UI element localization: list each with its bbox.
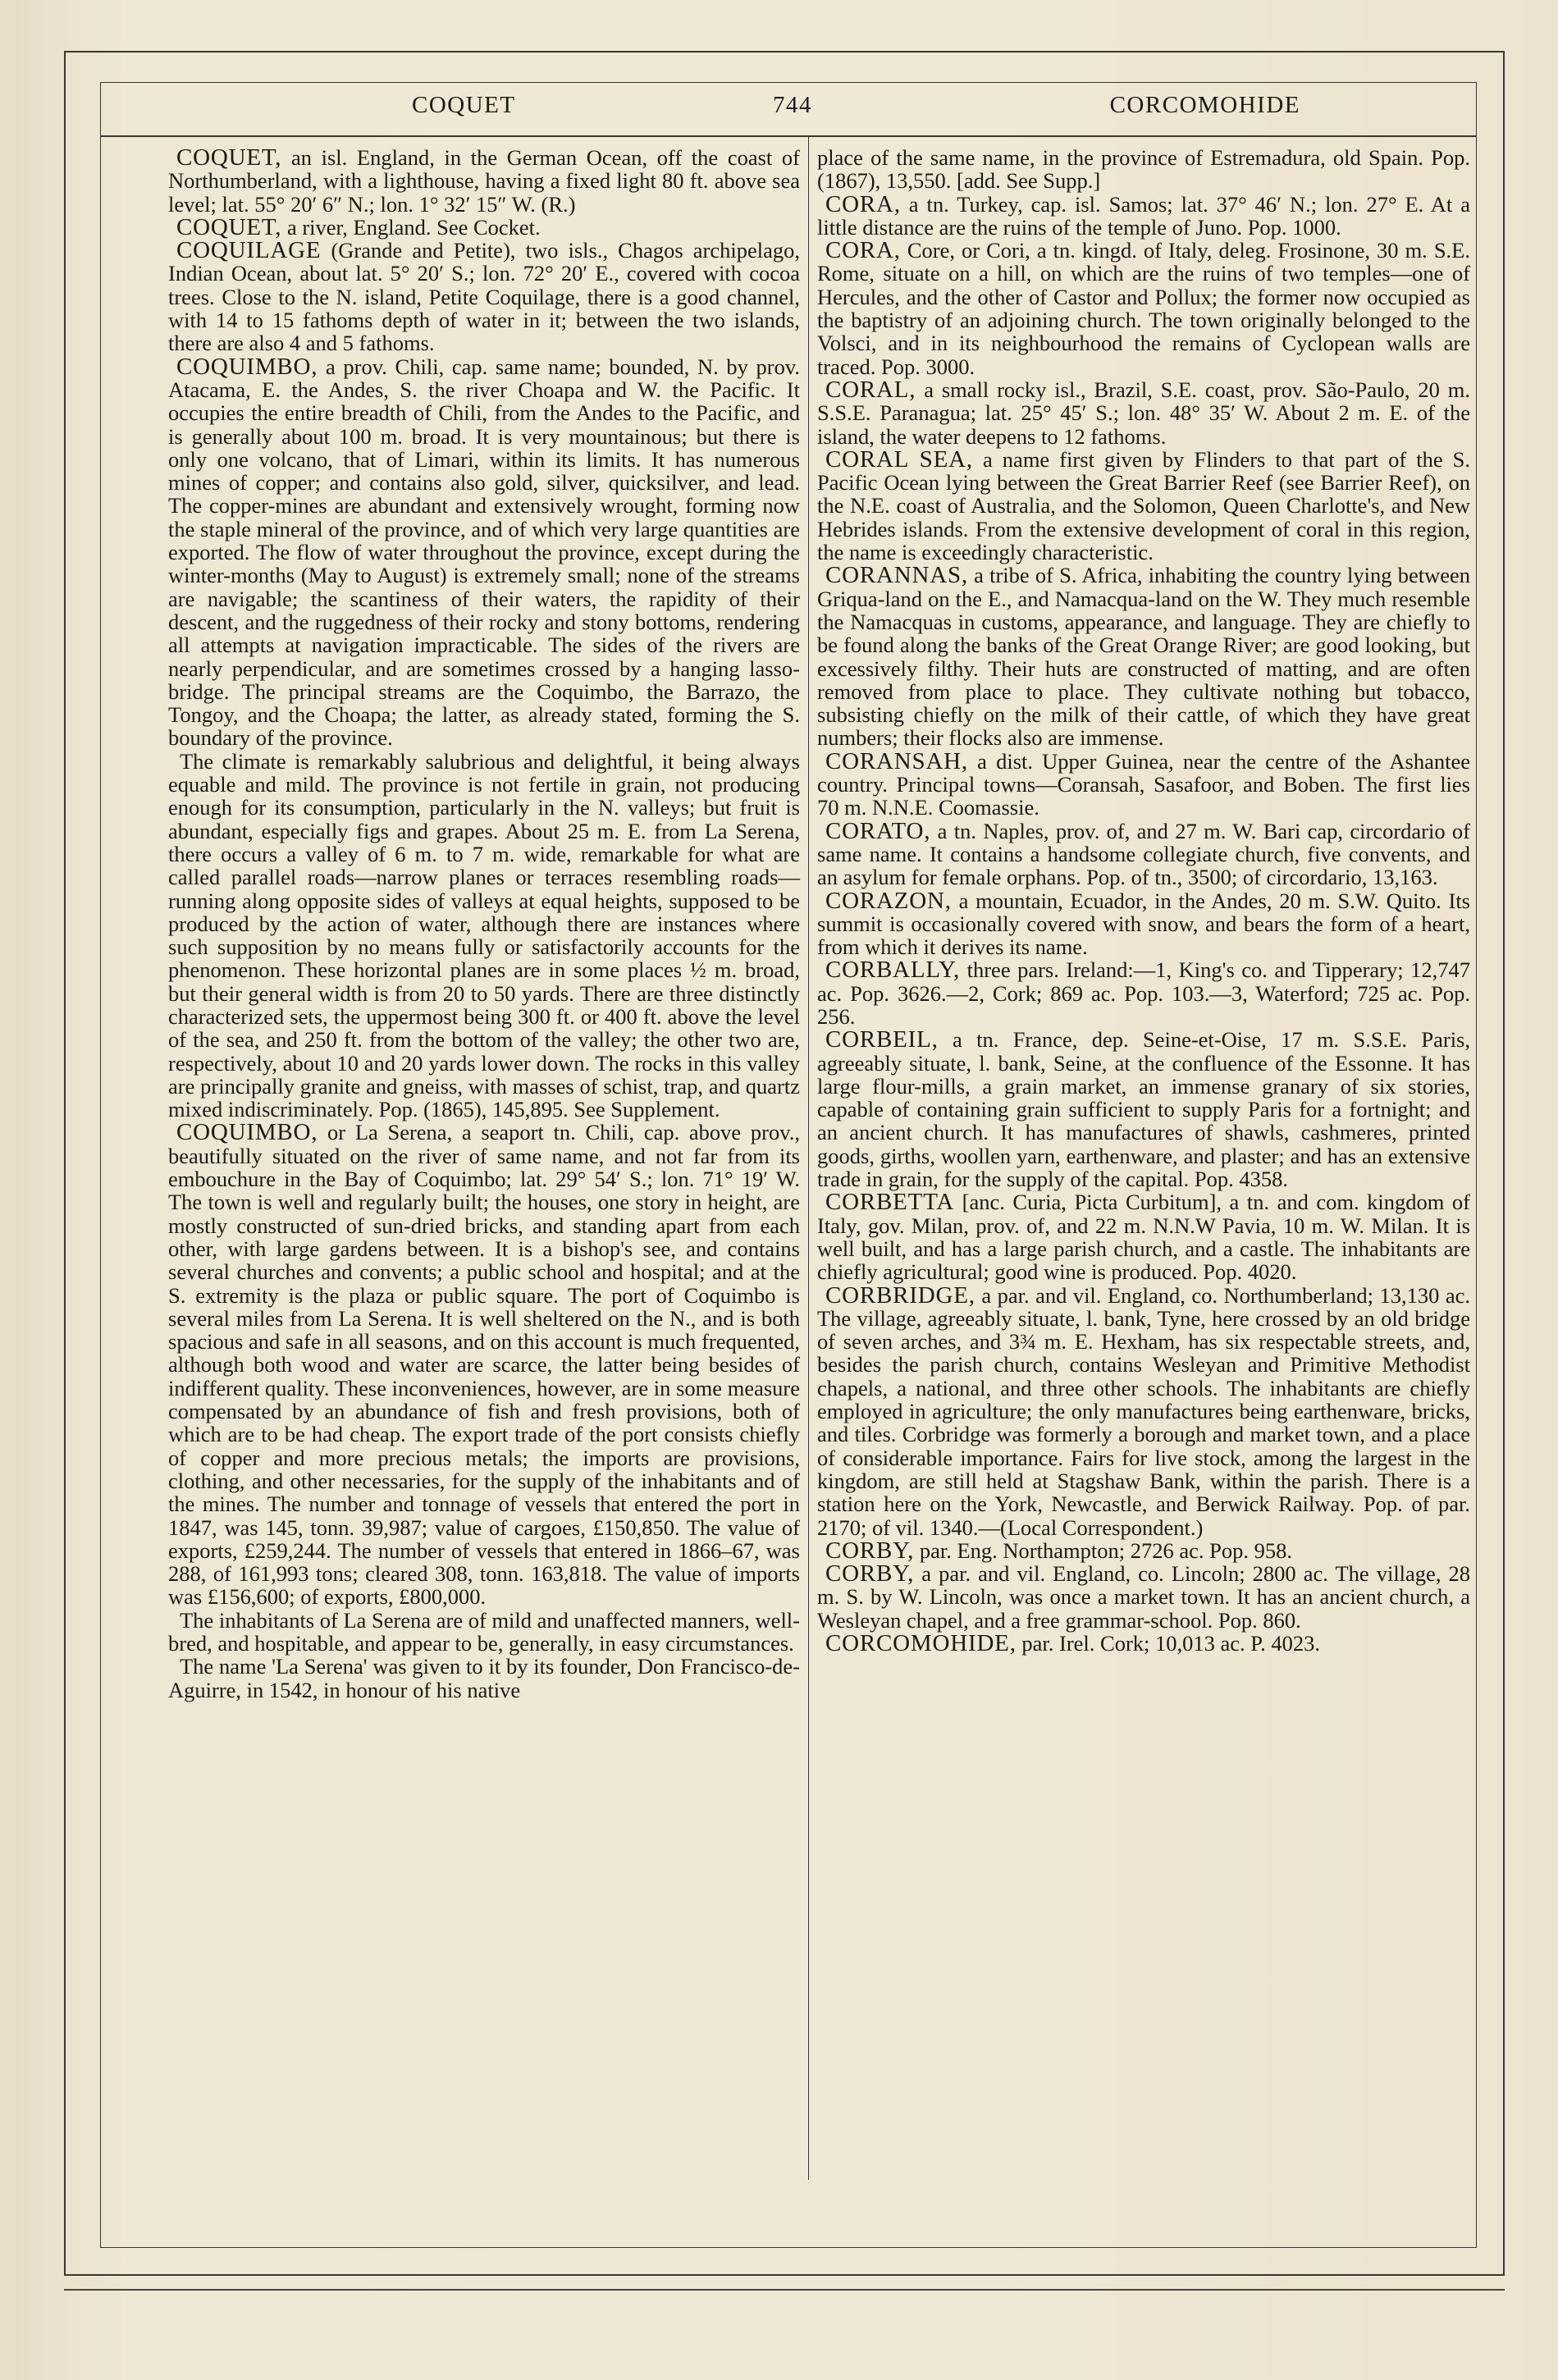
entry-paragraph: The name 'La Serena' was given to it by its founder, Don Francisco-de-Aguirre, in 1542, in honour of his native (168, 1654, 800, 1702)
entry-coral (817, 378, 1470, 448)
entry-text: or La Serena, a seaport tn. Chili, cap. above prov., beautifully situated on the river of same name, and not far from its embouchure in the Bay of Coquimbo; lat. 29° 54′ S.; lon. 71° 19′ W. The town is well and regularly built; the houses, one story in height, are mostly constructed of sun-dried bricks, and standing apart from each other, with large gardens between. It is a bishop's see, and contains several churches and convents; a public school and hospital; and at the S. extremity is the plaza or public square. The port of Coquimbo is several miles from La Serena. It is well sheltered on the N., and is both spacious and safe in all seasons, and on this account is much frequented, although both wood and water are scarce, the latter being besides of indifferent quality. These inconveniences, however, are in some measure compensated by an abundance of fish and fresh provisions, both of which are to be had cheap. The export trade of the port consists chiefly of copper and more precious metals; the imports are provisions, clothing, and other necessaries, for the supply of the inhabitants and of the mines. The number and tonnage of vessels that entered the port in 1847, was 145, tonn. 39,987; value of cargoes, £150,850. The value of exports, £259,244. The number of vessels that entered in 1866–67, was 288, of 161,993 tons; cleared 308, tonn. 163,818. The value of imports was £156,600; of exports, £800,000. (168, 1120, 800, 1610)
entry-headword: COQUET, (176, 144, 282, 171)
column-divider (808, 137, 809, 2180)
entry-text: [anc. Curia, Picta Curbitum], a tn. and com. kingdom of Italy, gov. Milan, prov. of, and 22 m. N.N.W Pavia, 10 m. W. Milan. It is well built, and has a large parish church, and a castle. The inhabitants are chiefly agricultural; good wine is produced. Pop. 4020. (817, 1190, 1470, 1285)
entry-headword: CORAL SEA, (825, 445, 973, 473)
page-number: 744 (773, 92, 812, 118)
entry-headword: CORAZON, (825, 887, 952, 914)
entry-text: an isl. England, in the German Ocean, off the coast of Northumberland, with a lighthouse, having a fixed light 80 ft. above sea level; lat. 55° 20′ 6″ N.; lon. 1° 32′ 15″ W. (R.) (168, 145, 800, 217)
entry-corbeil (817, 1028, 1470, 1190)
entry-corbetta (817, 1190, 1470, 1283)
entry-headword: CORANNAS, (825, 562, 968, 589)
entry-text: par. Eng. Northampton; 2726 ac. Pop. 958. (914, 1537, 1292, 1563)
entry-text: a dist. Upper Guinea, near the centre of the Ashantee country. Principal towns—Coransah, Sasafoor, and Boben. The first lies 70 m. N.N.E. Coomassie. (817, 748, 1470, 820)
entry-corby-lincoln (817, 1562, 1470, 1632)
entry-corato (817, 817, 1470, 890)
entry-corby-northampton (817, 1539, 1470, 1562)
entry-text: a tribe of S. Africa, inhabiting the country lying between Griqua-land on the E., and Namacqua-land on the W. They much resemble the Namacquas in customs, appearance, and language. They are chiefly to be found along the banks of the Great Orange River; are good looking, but excessively filthy. Their huts are constructed of matting, and are often removed from place to place. They cultivate nothing but tobacco, subsisting chiefly on the milk of their cattle, of which they have great numbers; their flocks also are immense. (817, 563, 1470, 751)
entry-coral-sea (817, 445, 1471, 565)
entry-paragraph: The climate is remarkably salubrious and delightful, it being always equable and mild. The province is not fertile in grain, not producing enough for its consumption, particularly in the N. valleys; but fruit is abundant, especially figs and grapes. About 25 m. E. from La Serena, there occurs a valley of 6 m. to 7 m. wide, remarkable for what are called parallel roads—narrow planes or terraces resembling roads—running along opposite sides of valleys at equal heights, supposed to be produced by the action of water, although there are instances where such supposition by no means fully or satisfactorily accounts for the phenomenon. These horizontal planes are in some places ½ m. broad, but their general width is from 20 to 50 yards. There are three distinctly characterized sets, the uppermost being 300 ft. or 400 ft. above the level of the sea, and 250 ft. from the bottom of the valley; the other two are, respectively, about 10 and 20 yards lower down. The rocks in this valley are principally granite and gneiss, with masses of schist, trap, and quartz mixed indiscriminately. Pop. (1865), 145,895. See Supplement. (168, 748, 800, 1122)
entry-cora-italy (817, 239, 1470, 378)
entry-text: a tn. Turkey, cap. isl. Samos; lat. 37° 46′ N.; lon. 27° E. At a little distance are the ruins of the temple of Juno. Pop. 1000. (817, 191, 1470, 240)
entry-headword: CORBALLY, (825, 957, 961, 984)
entry-continuation: place of the same name, in the province of Estremadura, old Spain. Pop. (1867), 13,550. [add. See Supp.] (817, 145, 1470, 194)
right-column (817, 146, 1470, 1655)
entry-coquimbo-town (168, 1121, 800, 1608)
entry-headword: CORBRIDGE, (825, 1281, 975, 1309)
entry-headword: CORCOMOHIDE, (825, 1630, 1017, 1656)
entry-headword: COQUIMBO, (176, 353, 318, 380)
entry-headword: CORA, (825, 190, 901, 217)
entry-headword: CORBEIL, (825, 1026, 939, 1053)
entry-headword: CORBY, (825, 1560, 915, 1587)
entry-headword: COQUILAGE (176, 237, 322, 264)
entry-headword: CORBETTA (825, 1189, 955, 1216)
entry-text: a mountain, Ecuador, in the Andes, 20 m. S.W. Quito. Its summit is occasionally covered with snow, and bears the form of a heart, from which it derives its name. (817, 888, 1470, 960)
header-rule (100, 135, 1477, 137)
header-first-entry: COQUET (412, 92, 516, 118)
entry-headword: CORANSAH, (825, 747, 968, 774)
entry-coransah (817, 747, 1470, 820)
running-header (100, 92, 1477, 138)
entry-corbally (817, 958, 1470, 1028)
entry-text: Core, or Cori, a tn. kingd. of Italy, deleg. Frosinone, 30 m. S.E. Rome, situate on a hill, on which are the ruins of two temples—one of Hercules, and the other of Castor and Pollux; the former now occupied as the baptistry of an adjoining church. The town originally belonged to the Volsci, and in its neighbourhood the remains of Cyclopean walls are traced. Pop. 3000. (817, 238, 1470, 379)
entry-headword: COQUET, (176, 213, 282, 240)
entry-text: a small rocky isl., Brazil, S.E. coast, prov. São-Paulo, 20 m. S.S.E. Paranagua; lat. 25° 45′ S.; lon. 48° 35′ W. About 2 m. E. of the island, the water deepens to 12 fathoms. (817, 377, 1470, 449)
entry-text: a prov. Chili, cap. same name; bounded, N. by prov. Atacama, E. the Andes, S. the river Choapa and W. the Pacific. It occupies the entire breadth of Chili, from the Andes to the Pacific, and is generally about 100 m. broad. It is very mountainous; but there is only one volcano, that of Limari, within its limits. It has numerous mines of copper; and contains also gold, silver, quicksilver, and lead. The copper-mines are abundant and extensively wrought, forming now the staple mineral of the province, and of which very large quantities are exported. The flow of water throughout the province, except during the winter-months (May to August) is extremely small; none of the streams are navigable; the scantiness of their waters, the rapidity of their descent, and the ruggedness of their rocky and stony bottoms, rendering all attempts at navigation impracticable. The sides of the rivers are nearly perpendicular, and are sometimes crossed by a hanging lasso-bridge. The principal streams are the Coquimbo, the Barrazo, the Tongoy, and the Choapa; the latter, as already stated, forming the S. boundary of the province. (168, 354, 800, 751)
entry-text: a tn. France, dep. Seine-et-Oise, 17 m. S.S.E. Paris, agreeably situate, l. bank, Seine, at the confluence of the Essonne. It has large flour-mills, a grain market, an immense granary of six stories, capable of containing grain sufficient to supply Paris for a fortnight; and an ancient church. It has manufactures of shawls, cashmeres, printed goods, girths, woollen yarn, earthenware, and plaster; and has an extensive trade in grain, for the supply of the capital. Pop. 4358. (817, 1027, 1470, 1192)
bottom-rule (64, 2289, 1505, 2291)
entry-headword: CORBY, (825, 1537, 915, 1564)
entry-paragraph: The inhabitants of La Serena are of mild and unaffected manners, well-bred, and hospitable, and appear to be, generally, in easy circumstances. (168, 1607, 800, 1656)
entry-text: a par. and vil. England, co. Northumberland; 13,130 ac. The village, agreeably situate, l. bank, Tyne, here crossed by an old bridge of seven arches, and 3¾ m. E. Hexham, has six respectable streets, and, besides the parish church, contains Wesleyan and Primitive Methodist chapels, a national, and three other schools. The inhabitants are chiefly employed in agriculture; the only manufactures being earthenware, bricks, and tiles. Corbridge was formerly a borough and market town, and a place of considerable importance. Fairs for live stock, among the largest in the kingdom, are still held at Stagshaw Bank, within the parish. There is a station here on the York, Newcastle, and Berwick Railway. Pop. of par. 2170; of vil. 1340.—(Local Correspondent.) (817, 1282, 1470, 1540)
entry-corannas (817, 564, 1470, 749)
entry-headword: CORAL, (825, 376, 916, 403)
entry-text: a name first given by Flinders to that part of the S. Pacific Ocean lying between the Great Barrier Reef (see Barrier Reef), on the N.E. coast of Australia, and the Solomon, Queen Charlotte's, and New Hebrides islands. From the extensive development of coral in this region, the name is exceedingly characteristic. (817, 446, 1471, 565)
entry-headword: COQUIMBO, (176, 1119, 318, 1146)
entry-text: a river, England. See Cocket. (281, 214, 541, 240)
entry-corbridge (817, 1281, 1470, 1540)
entry-headword: CORA, (825, 237, 901, 264)
entry-text: par. Irel. Cork; 10,013 ac. P. 4023. (1016, 1631, 1320, 1656)
entry-corcomohide (817, 1632, 1470, 1655)
entry-text: a tn. Naples, prov. of, and 27 m. W. Bari cap, circordario of same name. It contains a handsome collegiate church, five convents, and an asylum for female orphans. Pop. of tn., 3500; of circordario, 13,163. (817, 818, 1470, 890)
entry-text: (Grande and Petite), two isls., Chagos archipelago, Indian Ocean, about lat. 5° 20′ S.; lon. 72° 20′ E., covered with cocoa trees. Close to the N. island, Petite Coquilage, there is a good channel, with 14 to 15 fathoms depth of water in it; between the two islands, there are also 4 and 5 fathoms. (168, 238, 800, 356)
entry-cora-turkey (817, 190, 1470, 240)
left-column (168, 146, 800, 1702)
header-last-entry: CORCOMOHIDE (1109, 92, 1300, 118)
entry-coquilage (168, 239, 800, 354)
entry-coquimbo-province (168, 355, 800, 750)
entry-text: three pars. Ireland:—1, King's co. and Tipperary; 12,747 ac. Pop. 3626.—2, Cork; 869 ac. Pop. 103.—3, Waterford; 725 ac. Pop. 256. (817, 957, 1470, 1029)
entry-coquet-island (168, 146, 800, 216)
entry-text: a par. and vil. England, co. Lincoln; 2800 ac. The village, 28 m. S. by W. Lincoln, was once a market town. It has an ancient church, a Wesleyan chapel, and a free grammar-school. Pop. 860. (817, 1561, 1470, 1633)
entry-corazon (817, 889, 1470, 959)
entry-coquet-river (168, 213, 800, 240)
entry-headword: CORATO, (825, 817, 931, 844)
